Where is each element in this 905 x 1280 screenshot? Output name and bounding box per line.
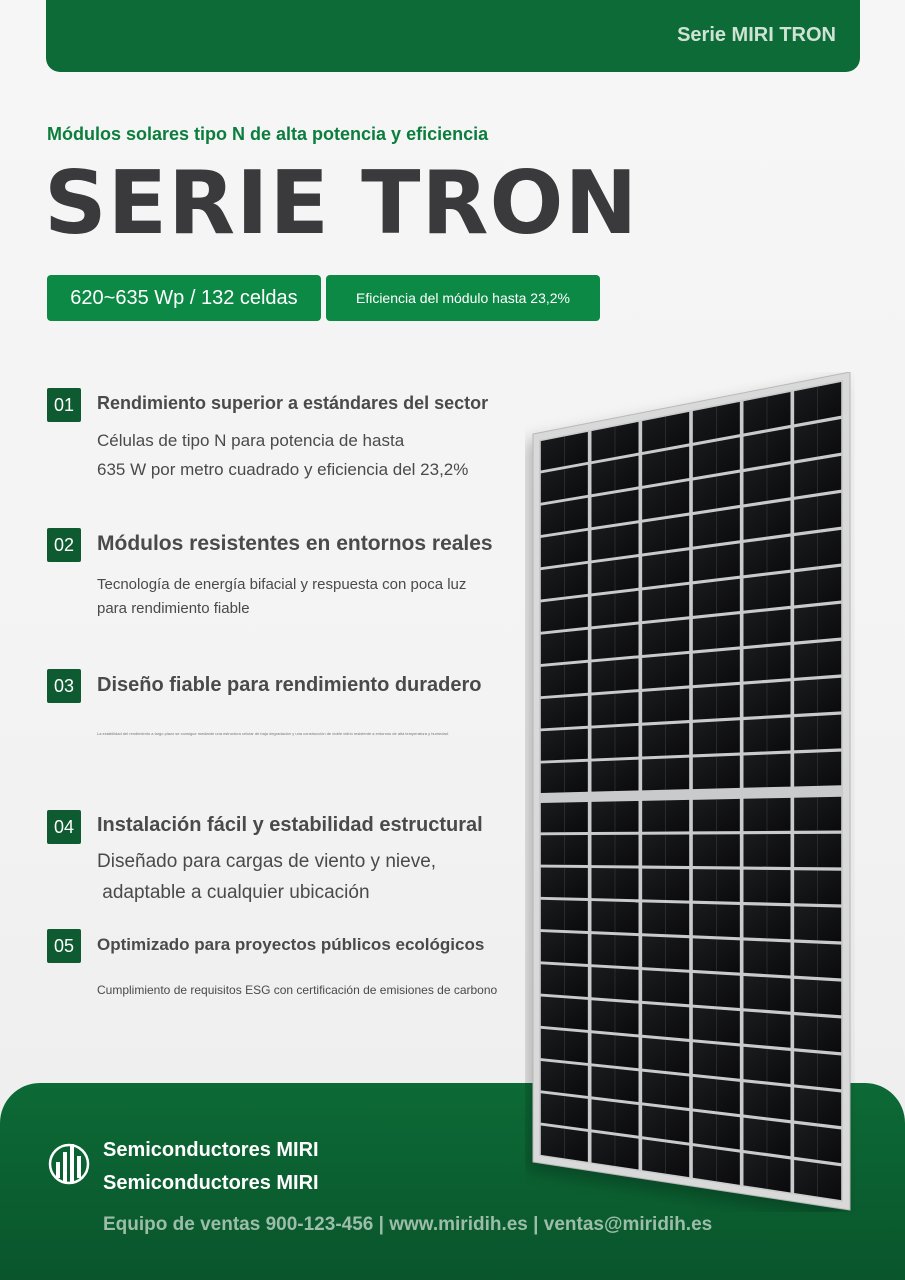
feature-desc-02-line1: Tecnología de energía bifacial y respuesta con poca luz (97, 576, 467, 593)
feature-number-01: 01 (47, 388, 81, 422)
feature-number-04: 04 (47, 810, 81, 844)
feature-desc-02-line2: para rendimiento fiable (97, 600, 250, 617)
feature-desc-05: Cumplimiento de requisitos ESG con certificación de emisiones de carbono (97, 983, 498, 997)
feature-desc-04-line1: Diseñado para cargas de viento y nieve, (97, 851, 437, 872)
top-header-band (46, 0, 860, 72)
solar-panel-drawing (525, 372, 855, 1212)
solar-panel-image (525, 372, 855, 1212)
contact-info: Equipo de ventas 900-123-456 | www.miridih.es | ventas@miridih.es (103, 1214, 713, 1235)
feature-title-04: Instalación fácil y estabilidad estructural (97, 814, 483, 836)
feature-desc-03: La estabilidad del rendimiento a largo plazo se consigue mediante una estructura celular de baja degradación y una construcción de doble vidrio resistente a entornos de alta temperatura y humedad. (97, 731, 449, 736)
company-name-line2: Semiconductores MIRI (103, 1172, 319, 1194)
feature-number-02: 02 (47, 528, 81, 562)
power-badge: 620~635 Wp / 132 celdas (47, 275, 321, 321)
feature-desc-01-line1: Células de tipo N para potencia de hasta (97, 431, 405, 450)
feature-title-05: Optimizado para proyectos públicos ecológicos (97, 935, 485, 954)
hero-title: SERIE TRON (44, 152, 639, 254)
feature-title-01: Rendimiento superior a estándares del sector (97, 393, 489, 413)
company-name-line1: Semiconductores MIRI (103, 1139, 319, 1161)
feature-number-05: 05 (47, 929, 81, 963)
bar-graph-logo-icon (48, 1140, 90, 1186)
feature-desc-01-line2: 635 W por metro cuadrado y eficiencia del 23,2% (97, 460, 469, 479)
feature-number-03: 03 (47, 669, 81, 703)
hero-subtitle: Módulos solares tipo N de alta potencia y eficiencia (47, 124, 489, 144)
efficiency-badge: Eficiencia del módulo hasta 23,2% (326, 275, 600, 321)
feature-desc-04-line2: adaptable a cualquier ubicación (97, 882, 370, 903)
feature-title-03: Diseño fiable para rendimiento duradero (97, 674, 482, 696)
feature-title-02: Módulos resistentes en entornos reales (97, 532, 493, 555)
series-label: Serie MIRI TRON (677, 24, 836, 46)
